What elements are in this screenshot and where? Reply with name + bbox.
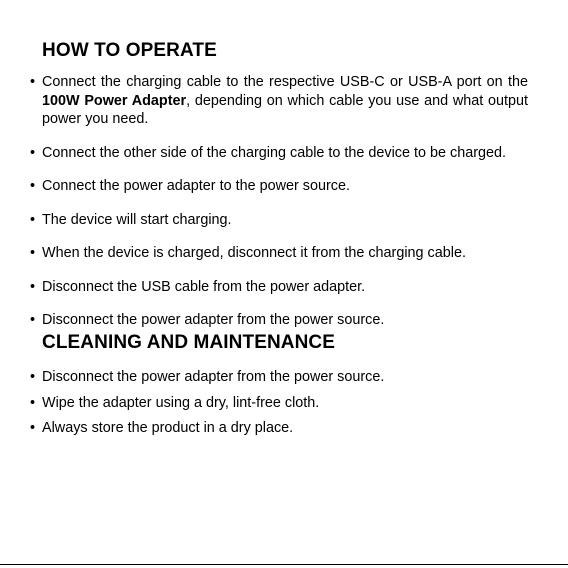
list-item-text: When the device is charged, disconnect it from the charging cable. <box>42 245 466 261</box>
section-heading-cleaning-and-maintenance: CLEANING AND MAINTENANCE <box>42 332 336 353</box>
list-item <box>30 144 528 163</box>
list-item <box>30 244 528 263</box>
list-item-text: Disconnect the power adapter from the power source. <box>42 369 385 385</box>
cleaning-steps-list <box>30 368 528 445</box>
list-item-text: Wipe the adapter using a dry, lint-free cloth. <box>42 394 320 411</box>
bullet-icon: • <box>30 369 36 385</box>
bullet-icon: • <box>30 278 36 295</box>
bullet-icon: • <box>30 211 36 228</box>
product-name: 100W Power Adapter <box>42 92 187 109</box>
list-item <box>30 211 528 230</box>
list-item-text: The device will start charging. <box>42 211 232 228</box>
list-item <box>30 368 528 387</box>
bullet-icon: • <box>30 394 36 411</box>
list-item-text: Disconnect the USB cable from the power adapter. <box>42 278 366 295</box>
list-item <box>30 419 528 438</box>
bullet-icon: • <box>30 74 36 90</box>
bullet-icon: • <box>30 312 36 328</box>
list-item-text: Disconnect the power adapter from the power source. <box>42 312 385 328</box>
list-item <box>30 278 528 297</box>
list-item <box>30 73 528 129</box>
list-item <box>30 394 528 413</box>
list-item <box>30 311 528 330</box>
list-item-text: Connect the charging cable to the respective USB-C or USB-A port on the 100W Power Adapter, depending on which cable you use and what output power you need. <box>42 74 528 127</box>
bullet-icon: • <box>30 144 36 161</box>
list-item-text: Connect the power adapter to the power source. <box>42 178 350 194</box>
section-heading-how-to-operate: HOW TO OPERATE <box>42 40 217 61</box>
page-bottom-rule <box>0 564 568 565</box>
bullet-icon: • <box>30 245 36 261</box>
bullet-icon: • <box>30 178 36 194</box>
list-item-text: Connect the other side of the charging cable to the device to be charged. <box>42 144 507 161</box>
list-item-text: Always store the product in a dry place. <box>42 420 294 436</box>
list-item <box>30 177 528 196</box>
operate-steps-list <box>30 73 528 345</box>
bullet-icon: • <box>30 420 36 436</box>
